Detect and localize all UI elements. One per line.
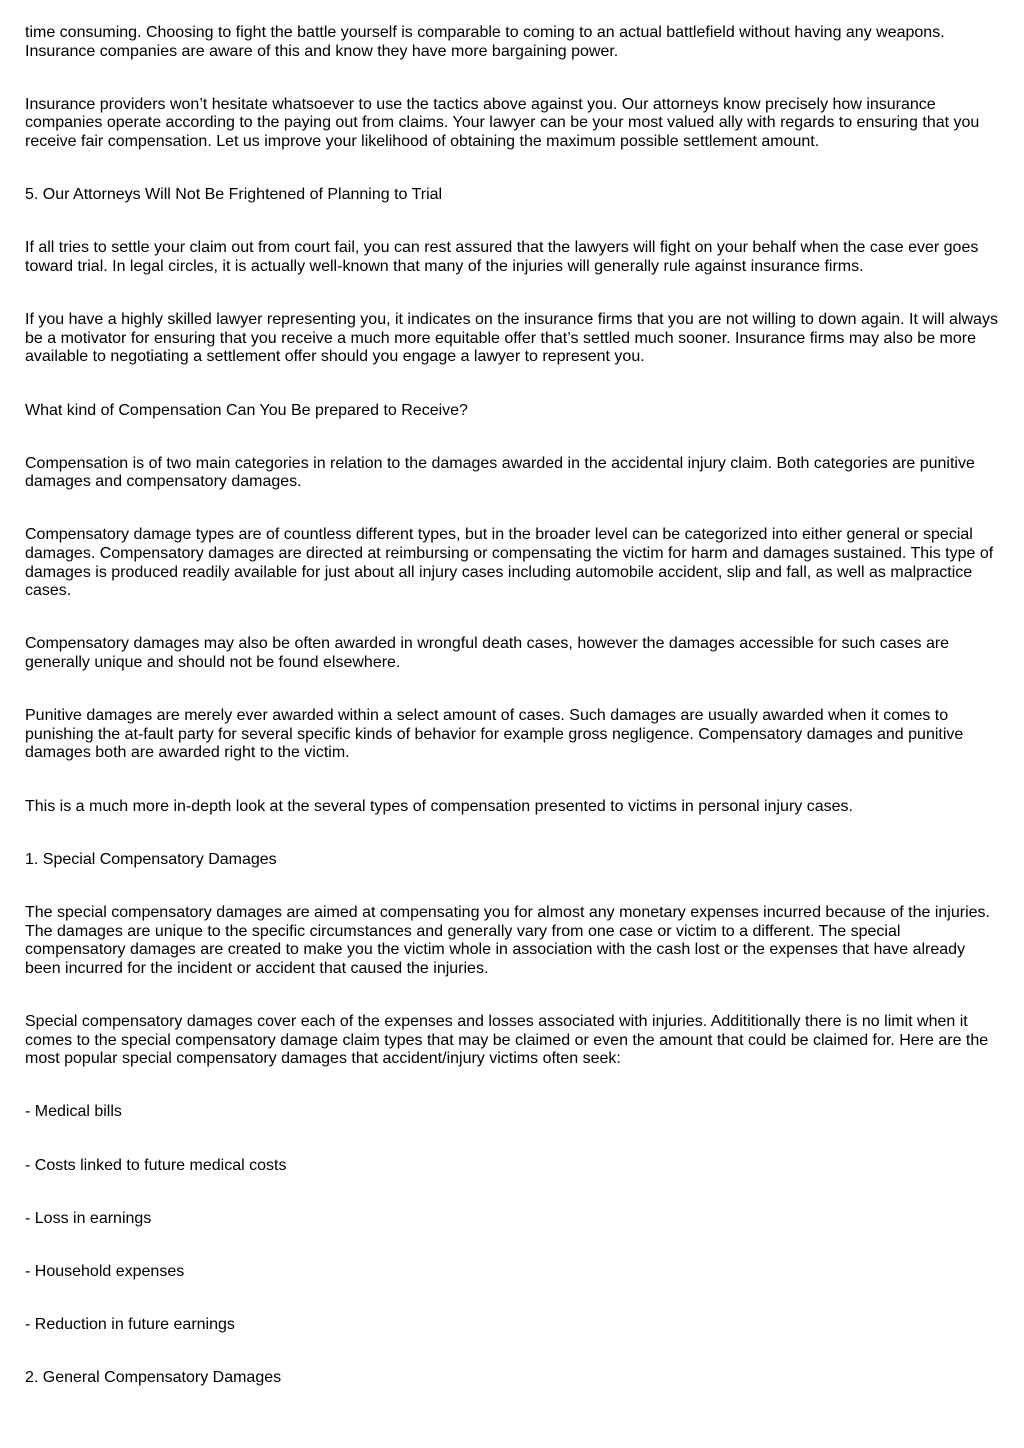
list-item-household-expenses: - Household expenses bbox=[25, 1262, 185, 1280]
paragraph-special-damages-aim: The special compensatory damages are aimed at compensating you for almost any monetary expenses incurred because of the injuries. The damages are unique to the specific circumstances and generally vary from one case or victim to a different. The special compensatory damages are created to make you the victim whole in association with the cash lost or the expenses that have already been incurred for the incident or accident that caused the injuries. bbox=[25, 903, 990, 977]
paragraph-punitive-damages: Punitive damages are merely ever awarded within a select amount of cases. Such damages are usually awarded when it comes to punishing the at-fault party for several specific kinds of behavior for example gross negligence. Compensatory damages and punitive damages both are awarded right to the victim. bbox=[25, 707, 964, 762]
paragraph-compensatory-types: Compensatory damage types are of countless different types, but in the broader level can be categorized into either general or special damages. Compensatory damages are directed at reimbursing or compensating the victim for harm and damages sustained. This type of damages is produced readily available for just about all injury cases including automobile accident, slip and fall, as well as malpractice cases. bbox=[25, 526, 994, 600]
paragraph-wrongful-death: Compensatory damages may also be often awarded in wrongful death cases, however the damages accessible for such cases are generally unique and should not be found elsewhere. bbox=[25, 635, 950, 672]
section-heading-trial: 5. Our Attorneys Will Not Be Frightened of Planning to Trial bbox=[25, 186, 443, 204]
section-heading-special-damages: 1. Special Compensatory Damages bbox=[25, 850, 277, 868]
section-heading-compensation: What kind of Compensation Can You Be prepared to Receive? bbox=[25, 401, 468, 419]
list-item-medical-bills: - Medical bills bbox=[25, 1103, 122, 1121]
paragraph-special-damages-cover: Special compensatory damages cover each of the expenses and losses associated with injuries. Addititionally there is no limit when it comes to the special compensatory damage claim types that may be claimed or even the amount that could be claimed for. Here are the most popular special compensatory damages that accident/injury victims often seek: bbox=[25, 1012, 989, 1068]
paragraph-intro-continued: time consuming. Choosing to fight the battle yourself is comparable to coming to an actual battlefield without having any weapons. Insurance companies are aware of this and know they have more bargaining power. bbox=[25, 24, 945, 60]
list-item-loss-in-earnings: - Loss in earnings bbox=[25, 1209, 152, 1227]
paragraph-insurance-tactics: Insurance providers won’t hesitate whatsoever to use the tactics above against you. Our attorneys know precisely how insurance companies operate according to the paying out from claims. Your lawyer can be your most valued ally with regards to ensuring that you receive fair compensation. Let us improve your likelihood of obtaining the maximum possible settlement amount. bbox=[25, 95, 980, 150]
list-item-future-medical-costs: - Costs linked to future medical costs bbox=[25, 1156, 287, 1174]
paragraph-skilled-lawyer: If you have a highly skilled lawyer representing you, it indicates on the insurance firms that you are not willing to down again. It will always be a motivator for ensuring that you receive a much more equitable offer that’s settled much sooner. Insurance firms may also be more available to negotiating a settlement offer should you engage a lawyer to represent you. bbox=[25, 311, 998, 366]
document-body bbox=[25, 24, 1005, 1388]
paragraph-settle-out-of-court: If all tries to settle your claim out from court fail, you can rest assured that the lawyers will fight on your behalf when the case ever goes toward trial. In legal circles, it is actually well-known that many of the injuries will generally rule against insurance firms. bbox=[25, 239, 979, 275]
list-item-future-earnings: - Reduction in future earnings bbox=[25, 1316, 235, 1334]
paragraph-compensation-categories: Compensation is of two main categories in relation to the damages awarded in the accidental injury claim. Both categories are punitive damages and compensatory damages. bbox=[25, 454, 975, 491]
paragraph-in-depth-look: This is a much more in-depth look at the several types of compensation presented to victims in personal injury cases. bbox=[25, 797, 853, 815]
section-heading-general-damages: 2. General Compensatory Damages bbox=[25, 1369, 282, 1387]
